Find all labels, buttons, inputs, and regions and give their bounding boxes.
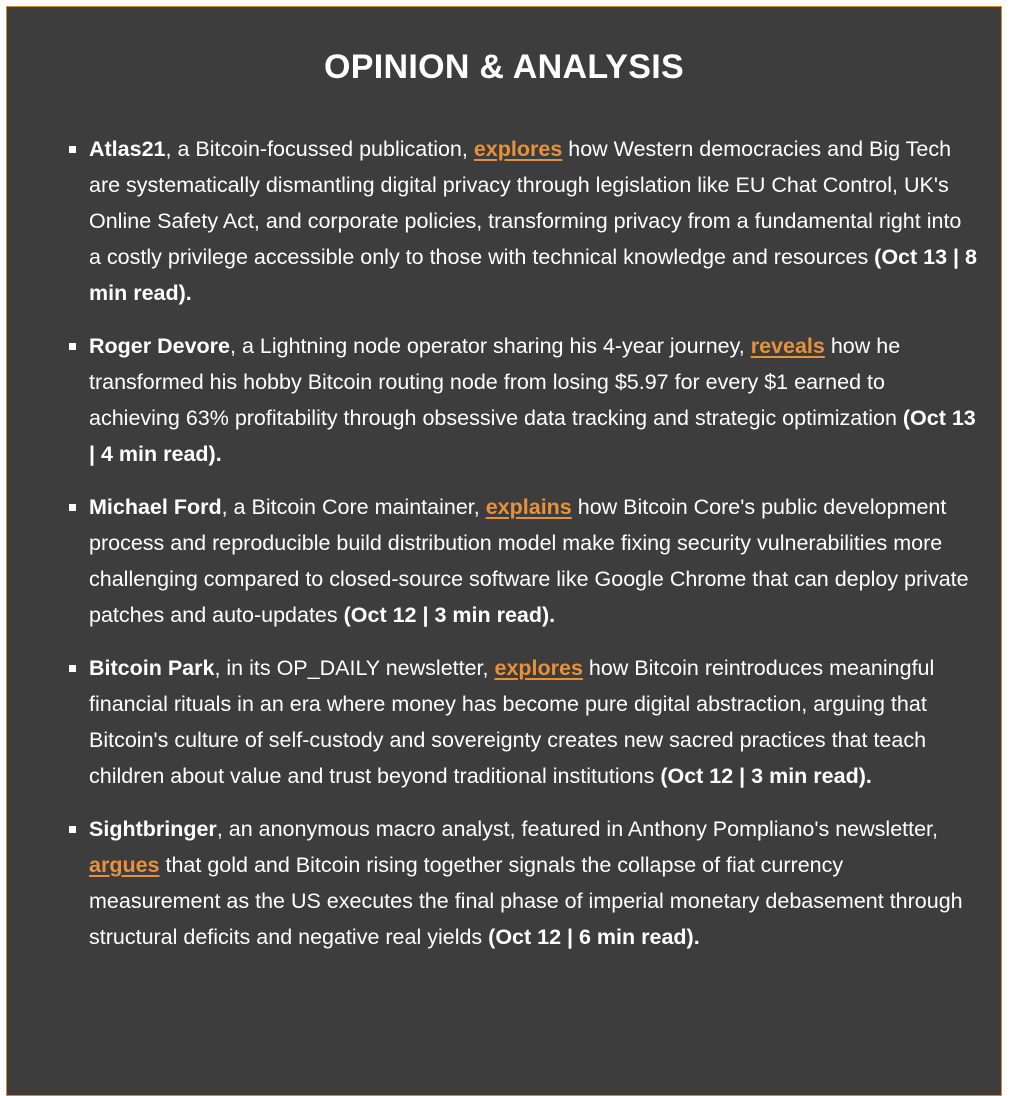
date-read-time: (Oct 12 | 3 min read). xyxy=(343,603,556,627)
bullet-square-icon xyxy=(69,665,76,672)
source-name: Sightbringer xyxy=(89,817,217,841)
article-summary: that gold and Bitcoin rising together signals the collapse of fiat currency measurement as the US executes the final phase of imperial monetary debasement through structural deficits and negative real yields xyxy=(89,853,963,949)
list-item xyxy=(89,489,979,633)
list-item xyxy=(89,811,979,955)
article-link[interactable]: argues xyxy=(89,853,160,877)
list-item xyxy=(89,650,979,794)
source-description: , a Lightning node operator sharing his 4-year journey, xyxy=(230,334,751,358)
article-summary: how Bitcoin reintroduces meaningful financial rituals in an era where money has become pure digital abstraction, arguing that Bitcoin's culture of self-custody and sovereignty creates new sacred practices that teach children about value and trust beyond traditional institutions xyxy=(89,656,935,788)
article-link[interactable]: explains xyxy=(485,495,572,519)
date-read-time: (Oct 12 | 3 min read). xyxy=(660,764,872,788)
source-name: Bitcoin Park xyxy=(89,656,215,680)
bullet-square-icon xyxy=(69,826,76,833)
article-summary: how he transformed his hobby Bitcoin routing node from losing $5.97 for every $1 earned to achieving 63% profitability through obsessive data tracking and strategic optimization xyxy=(89,334,903,430)
source-description: , in its OP_DAILY newsletter, xyxy=(214,656,495,680)
article-link[interactable]: reveals xyxy=(750,334,825,358)
date-read-time: (Oct 12 | 6 min read). xyxy=(488,925,700,949)
article-link[interactable]: explores xyxy=(494,656,583,680)
article-summary: how Western democracies and Big Tech are systematically dismantling digital privacy through legislation like EU Chat Control, UK's Online Safety Act, and corporate policies, transforming privacy from a fundamental right into a costly privilege accessible only to those with technical knowledge and resources xyxy=(89,137,962,269)
source-name: Michael Ford xyxy=(89,495,222,519)
bullet-square-icon xyxy=(69,504,76,511)
opinion-analysis-section xyxy=(6,6,1002,1096)
source-description: , a Bitcoin-focussed publication, xyxy=(165,137,474,161)
article-list xyxy=(7,131,1001,955)
bullet-square-icon xyxy=(69,343,76,350)
list-item xyxy=(89,328,979,472)
article-link[interactable]: explores xyxy=(473,137,563,161)
source-name: Atlas21 xyxy=(89,137,166,161)
date-read-time: (Oct 13 | 4 min read). xyxy=(89,406,976,466)
source-name: Roger Devore xyxy=(89,334,230,358)
article-summary: how Bitcoin Core's public development process and reproducible build distribution model make fixing security vulnerabilities more challenging compared to closed-source software like Google Chrome that can deploy private patches and auto-updates xyxy=(89,495,969,627)
source-description: , an anonymous macro analyst, featured in Anthony Pompliano's newsletter, xyxy=(216,817,938,841)
list-item xyxy=(89,131,979,311)
section-title: OPINION & ANALYSIS xyxy=(324,48,684,86)
bullet-square-icon xyxy=(69,146,76,153)
source-description: , a Bitcoin Core maintainer, xyxy=(221,495,486,519)
date-read-time: (Oct 13 | 8 min read). xyxy=(89,245,977,305)
